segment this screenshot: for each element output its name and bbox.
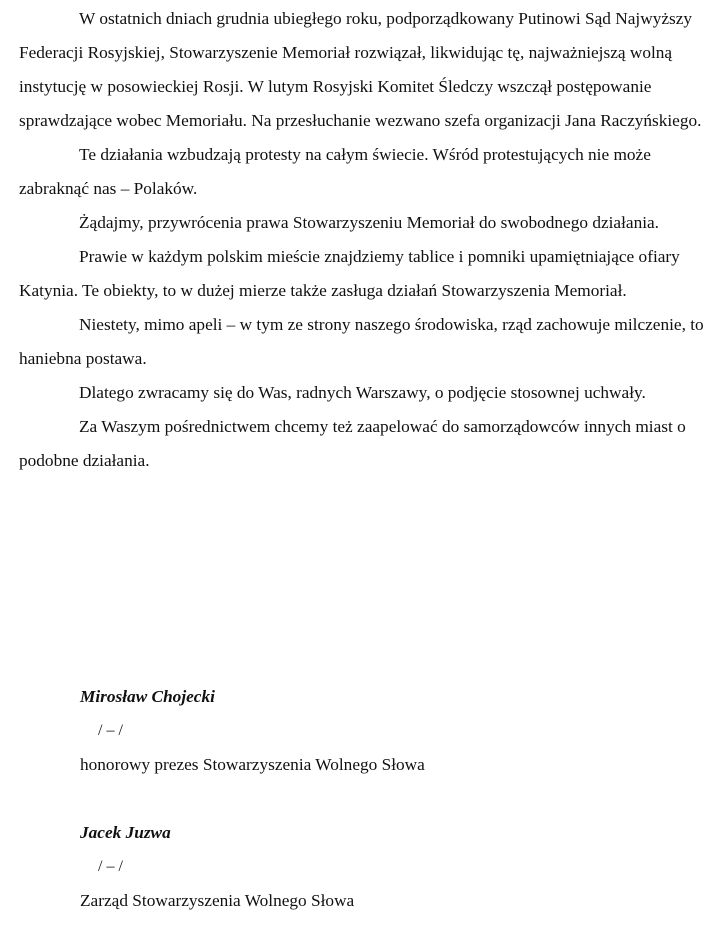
signatory-name: Jacek Juzwa bbox=[80, 823, 171, 842]
paragraph-6: Dlatego zwracamy się do Was, radnych Warszawy, o podjęcie stosownej uchwały. bbox=[79, 383, 646, 402]
paragraph-3: Żądajmy, przywrócenia prawa Stowarzyszeniu Memoriał do swobodnego działania. bbox=[79, 213, 660, 232]
paragraph-7: Za Waszym pośrednictwem chcemy też zaapelować do samorządowców innych miast o podobne działania. bbox=[19, 417, 686, 470]
signature-block bbox=[80, 680, 680, 918]
signatory-role: honorowy prezes Stowarzyszenia Wolnego Słowa bbox=[80, 755, 425, 774]
paragraph-1: W ostatnich dniach grudnia ubiegłego roku, podporządkowany Putinowi Sąd Najwyższy Federacji Rosyjskiej, Stowarzyszenie Memoriał rozwiązał, likwidując tę, najważniejszą wolną instytucję w posowieckiej Rosji. W lutym Rosyjski Komitet Śledczy wszczął postępowanie sprawdzające wobec Memoriału. Na przesłuchanie wezwano szefa organizacji Jana Raczyńskiego. bbox=[19, 9, 702, 130]
signature-spacer bbox=[80, 782, 680, 816]
signatory-role: Zarząd Stowarzyszenia Wolnego Słowa bbox=[80, 891, 355, 910]
paragraph-4: Prawie w każdym polskim mieście znajdziemy tablice i pomniki upamiętniające ofiary Katynia. Te obiekty, to w dużej mierze także zasługa działań Stowarzyszenia Memoriał. bbox=[19, 247, 680, 300]
paragraph-2: Te działania wzbudzają protesty na całym świecie. Wśród protestujących nie może zabraknąć nas – Polaków. bbox=[19, 145, 651, 198]
signature-mark: / – / bbox=[98, 722, 123, 739]
signature-mark: / – / bbox=[98, 858, 123, 875]
letter-body bbox=[19, 0, 709, 478]
paragraph-5: Niestety, mimo apeli – w tym ze strony naszego środowiska, rząd zachowuje milczenie, to haniebna postawa. bbox=[19, 315, 704, 368]
signatory-name: Mirosław Chojecki bbox=[80, 687, 215, 706]
